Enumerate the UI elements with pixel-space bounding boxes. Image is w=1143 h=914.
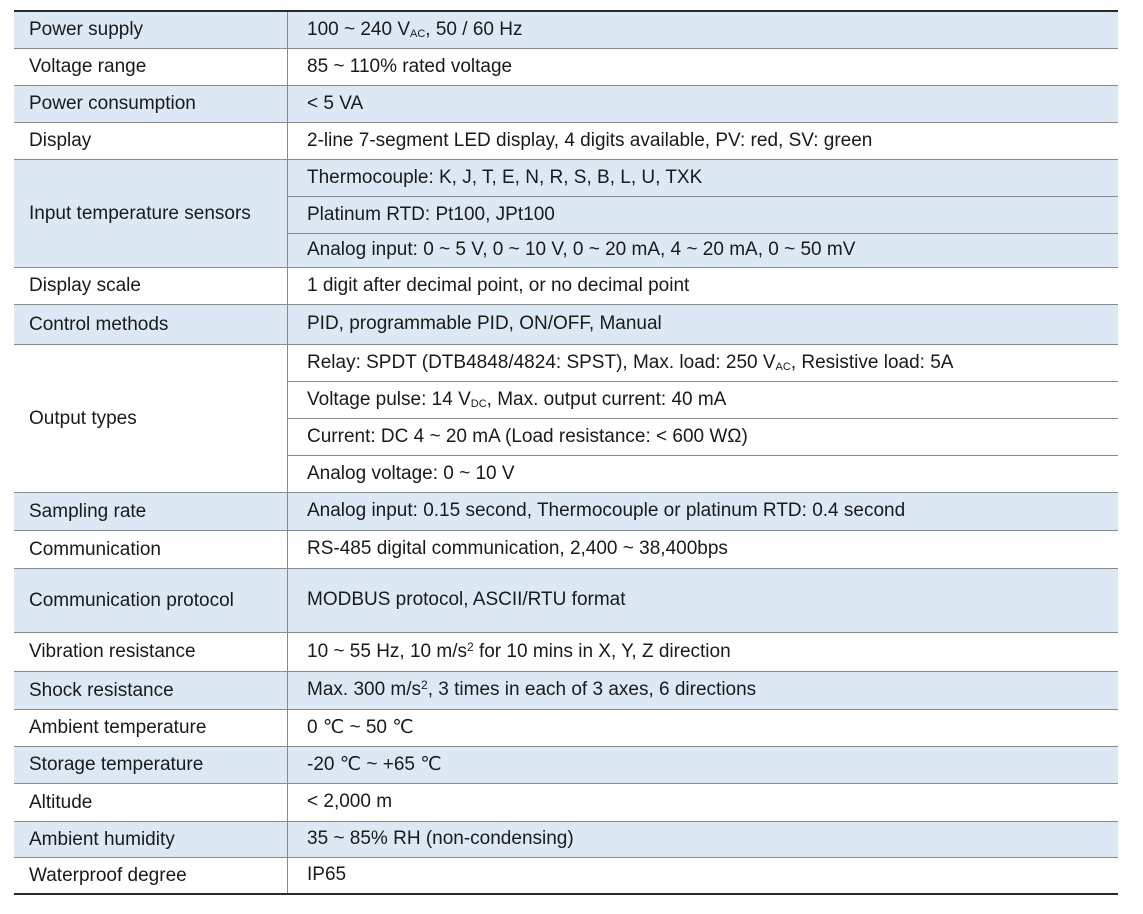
row-input-sensors — [14, 159, 1118, 196]
row-communication — [14, 530, 1118, 568]
value-display-scale: 1 digit after decimal point, or no decimal point — [288, 267, 1119, 304]
label-output-types: Output types — [14, 344, 288, 492]
label-vibration-resistance: Vibration resistance — [14, 632, 288, 671]
row-ambient-temperature — [14, 709, 1118, 746]
label-ambient-humidity: Ambient humidity — [14, 821, 288, 857]
label-power-consumption: Power consumption — [14, 85, 288, 122]
value-ambient-temperature: 0 ℃ ~ 50 ℃ — [288, 709, 1119, 746]
value-vibration-resistance: 10 ~ 55 Hz, 10 $m/s^2$ for 10 mins in X, Y, Z direction — [288, 632, 1119, 671]
value-voltage-range: 85 ~ 110% rated voltage — [288, 48, 1119, 85]
value-control-methods: PID, programmable PID, ON/OFF, Manual — [288, 304, 1119, 344]
label-display-scale: Display scale — [14, 267, 288, 304]
value-input-analog: Analog input: 0 ~ 5 V, 0 ~ 10 V, 0 ~ 20 mA, 4 ~ 20 mA, 0 ~ 50 mV — [288, 233, 1119, 267]
row-control-methods — [14, 304, 1118, 344]
value-output-analog-voltage: Analog voltage: 0 ~ 10 V — [288, 455, 1119, 492]
value-output-voltage-pulse: Voltage pulse: 14 $V_{DC}$, Max. output current: 40 mA — [288, 381, 1119, 418]
value-power-supply: 100 ~ 240 $V_{AC}$, 50 / 60 Hz — [288, 11, 1119, 48]
value-communication-protocol: MODBUS protocol, ASCII/RTU format — [288, 568, 1119, 632]
specifications-table — [14, 10, 1118, 895]
value-ambient-humidity: 35 ~ 85% RH (non-condensing) — [288, 821, 1119, 857]
label-storage-temperature: Storage temperature — [14, 746, 288, 783]
value-sampling-rate: Analog input: 0.15 second, Thermocouple or platinum RTD: 0.4 second — [288, 492, 1119, 530]
row-ambient-humidity — [14, 821, 1118, 857]
value-waterproof-degree: IP65 — [288, 857, 1119, 894]
row-storage-temperature — [14, 746, 1118, 783]
row-power-supply — [14, 11, 1118, 48]
value-shock-resistance: Max. 300 $m/s^2$, 3 times in each of 3 axes, 6 directions — [288, 671, 1119, 709]
row-display-scale — [14, 267, 1118, 304]
label-control-methods: Control methods — [14, 304, 288, 344]
value-communication: RS-485 digital communication, 2,400 ~ 38,400bps — [288, 530, 1119, 568]
label-waterproof-degree: Waterproof degree — [14, 857, 288, 894]
label-voltage-range: Voltage range — [14, 48, 288, 85]
value-power-consumption: < 5 VA — [288, 85, 1119, 122]
row-shock-resistance — [14, 671, 1118, 709]
row-communication-protocol — [14, 568, 1118, 632]
label-power-supply: Power supply — [14, 11, 288, 48]
row-output-types — [14, 344, 1118, 381]
label-communication: Communication — [14, 530, 288, 568]
row-sampling-rate — [14, 492, 1118, 530]
row-vibration-resistance — [14, 632, 1118, 671]
value-altitude: < 2,000 m — [288, 783, 1119, 821]
label-ambient-temperature: Ambient temperature — [14, 709, 288, 746]
value-output-current: Current: DC 4 ~ 20 mA (Load resistance: < 600 WΩ) — [288, 418, 1119, 455]
label-input-sensors: Input temperature sensors — [14, 159, 288, 267]
value-storage-temperature: -20 ℃ ~ +65 ℃ — [288, 746, 1119, 783]
row-waterproof-degree — [14, 857, 1118, 894]
row-power-consumption — [14, 85, 1118, 122]
row-display — [14, 122, 1118, 159]
value-output-relay: Relay: SPDT (DTB4848/4824: SPST), Max. load: 250 $V_{AC}$, Resistive load: 5A — [288, 344, 1119, 381]
value-input-thermocouple: Thermocouple: K, J, T, E, N, R, S, B, L, U, TXK — [288, 159, 1119, 196]
row-altitude — [14, 783, 1118, 821]
label-communication-protocol: Communication protocol — [14, 568, 288, 632]
label-shock-resistance: Shock resistance — [14, 671, 288, 709]
label-display: Display — [14, 122, 288, 159]
value-input-rtd: Platinum RTD: Pt100, JPt100 — [288, 196, 1119, 233]
row-voltage-range — [14, 48, 1118, 85]
label-sampling-rate: Sampling rate — [14, 492, 288, 530]
label-altitude: Altitude — [14, 783, 288, 821]
value-display: 2-line 7-segment LED display, 4 digits available, PV: red, SV: green — [288, 122, 1119, 159]
